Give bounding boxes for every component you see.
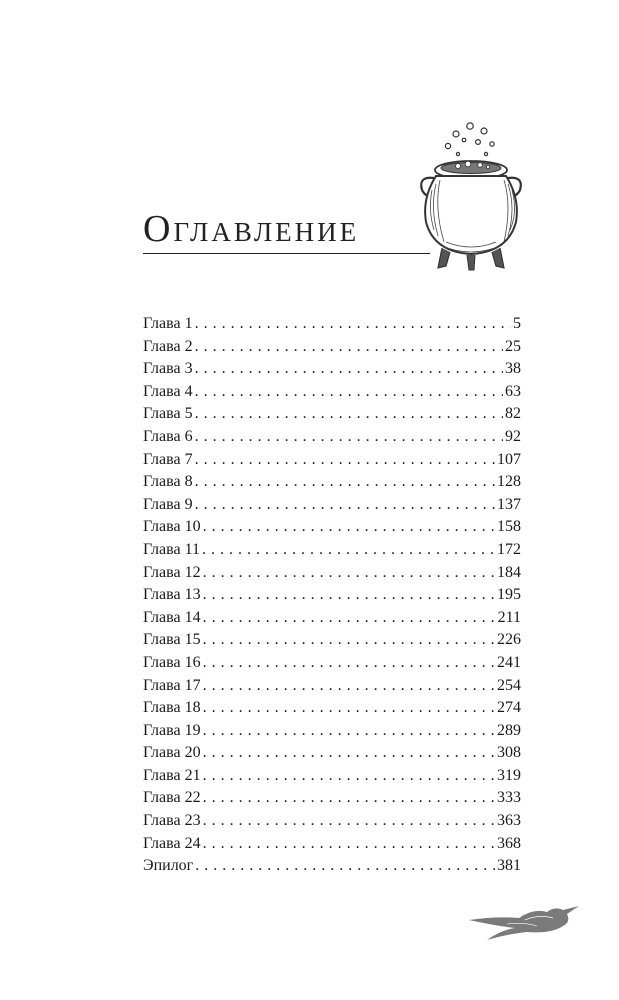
- toc-entry-page: 308: [497, 744, 521, 762]
- toc-entry-label: Глава 23: [143, 812, 201, 830]
- toc-entry-label: Глава 5: [143, 405, 193, 423]
- toc-leader-dots: [195, 313, 511, 336]
- toc-entry-label: Глава 13: [143, 586, 201, 604]
- toc-entry-label: Глава 20: [143, 744, 201, 762]
- toc-entry-label: Глава 6: [143, 427, 193, 445]
- toc-entry: [143, 449, 521, 472]
- toc-leader-dots: [195, 358, 503, 381]
- toc-entry-page: 158: [497, 518, 521, 536]
- toc-entry: [143, 697, 521, 720]
- toc-entry-label: Глава 1: [143, 315, 193, 332]
- toc-leader-dots: [203, 787, 495, 810]
- toc-entry: [143, 516, 521, 539]
- toc-entry-label: Глава 3: [143, 360, 193, 378]
- toc-entry: [143, 742, 521, 765]
- toc-leader-dots: [195, 855, 495, 878]
- toc-entry-label: Глава 11: [143, 540, 200, 558]
- toc-entry: [143, 494, 521, 517]
- toc-entry: [143, 471, 521, 494]
- toc-leader-dots: [195, 471, 495, 494]
- toc-leader-dots: [203, 833, 495, 856]
- toc-entry: [143, 426, 521, 449]
- toc-entry: [143, 562, 521, 585]
- toc-entry-page: 319: [497, 766, 521, 784]
- toc-entry-label: Глава 19: [143, 721, 201, 739]
- toc-entry: [143, 855, 521, 878]
- toc-entry-label: Глава 2: [143, 337, 193, 355]
- toc-entry: [143, 765, 521, 788]
- toc-entry-page: 254: [497, 676, 521, 694]
- toc-entry-label: Глава 4: [143, 382, 193, 400]
- toc-entry-page: 381: [497, 857, 521, 875]
- toc-entry-label: Глава 22: [143, 789, 201, 807]
- toc-entry: [143, 607, 521, 630]
- toc-entry-label: Глава 15: [143, 631, 201, 649]
- toc-entry-label: Глава 21: [143, 766, 201, 784]
- table-of-contents: [143, 313, 521, 878]
- toc-leader-dots: [195, 426, 503, 449]
- toc-entry: [143, 381, 521, 404]
- toc-entry-label: Глава 8: [143, 473, 193, 491]
- toc-entry: [143, 313, 521, 336]
- toc-entry-label: Эпилог: [143, 857, 194, 875]
- toc-entry-label: Глава 9: [143, 495, 193, 513]
- toc-entry-page: 25: [505, 337, 521, 355]
- toc-entry-page: 92: [505, 427, 521, 445]
- toc-entry-page: 184: [497, 563, 521, 581]
- toc-leader-dots: [195, 336, 503, 359]
- toc-entry-page: 38: [505, 360, 521, 378]
- toc-entry: [143, 539, 521, 562]
- toc-entry-page: 363: [497, 812, 521, 830]
- toc-entry-page: 333: [497, 789, 521, 807]
- toc-entry: [143, 336, 521, 359]
- toc-leader-dots: [203, 629, 495, 652]
- toc-entry-page: 82: [505, 405, 521, 423]
- toc-entry: [143, 787, 521, 810]
- toc-entry-label: Глава 16: [143, 653, 201, 671]
- toc-entry-label: Глава 7: [143, 450, 193, 468]
- toc-entry-page: 274: [497, 699, 521, 717]
- cauldron-icon: [412, 118, 530, 278]
- toc-entry-page: 63: [505, 382, 521, 400]
- toc-entry-page: 241: [497, 653, 521, 671]
- toc-leader-dots: [203, 720, 495, 743]
- toc-leader-dots: [203, 697, 495, 720]
- toc-entry-page: 137: [497, 495, 521, 513]
- toc-entry-page: 195: [497, 586, 521, 604]
- toc-leader-dots: [203, 562, 495, 585]
- toc-leader-dots: [203, 765, 495, 788]
- toc-entry-page: 5: [513, 315, 521, 332]
- toc-leader-dots: [195, 403, 503, 426]
- toc-entry: [143, 358, 521, 381]
- toc-entry: [143, 833, 521, 856]
- toc-entry-label: Глава 24: [143, 834, 201, 852]
- toc-entry: [143, 629, 521, 652]
- toc-entry: [143, 403, 521, 426]
- toc-entry-page: 107: [497, 450, 521, 468]
- toc-entry-page: 226: [497, 631, 521, 649]
- dragon-icon: [467, 900, 580, 942]
- toc-leader-dots: [203, 675, 495, 698]
- toc-entry-page: 289: [497, 721, 521, 739]
- toc-entry-label: Глава 17: [143, 676, 201, 694]
- toc-entry: [143, 720, 521, 743]
- toc-entry: [143, 584, 521, 607]
- toc-entry-page: 128: [497, 473, 521, 491]
- toc-entry-label: Глава 10: [143, 518, 201, 536]
- title-underline: [143, 253, 430, 254]
- toc-leader-dots: [195, 494, 495, 517]
- toc-leader-dots: [203, 607, 496, 630]
- toc-leader-dots: [203, 584, 495, 607]
- toc-leader-dots: [202, 539, 495, 562]
- toc-entry: [143, 675, 521, 698]
- toc-entry-label: Глава 14: [143, 608, 201, 626]
- toc-leader-dots: [203, 516, 495, 539]
- toc-entry-label: Глава 12: [143, 563, 201, 581]
- toc-leader-dots: [195, 381, 503, 404]
- toc-entry-page: 368: [497, 834, 521, 852]
- toc-entry-label: Глава 18: [143, 699, 201, 717]
- toc-leader-dots: [203, 652, 495, 675]
- toc-entry: [143, 810, 521, 833]
- toc-entry-page: 211: [497, 608, 521, 626]
- toc-leader-dots: [203, 742, 495, 765]
- toc-entry: [143, 652, 521, 675]
- toc-leader-dots: [195, 449, 495, 472]
- toc-leader-dots: [203, 810, 495, 833]
- page-title: Оглавление: [143, 208, 360, 250]
- toc-entry-page: 172: [497, 540, 521, 558]
